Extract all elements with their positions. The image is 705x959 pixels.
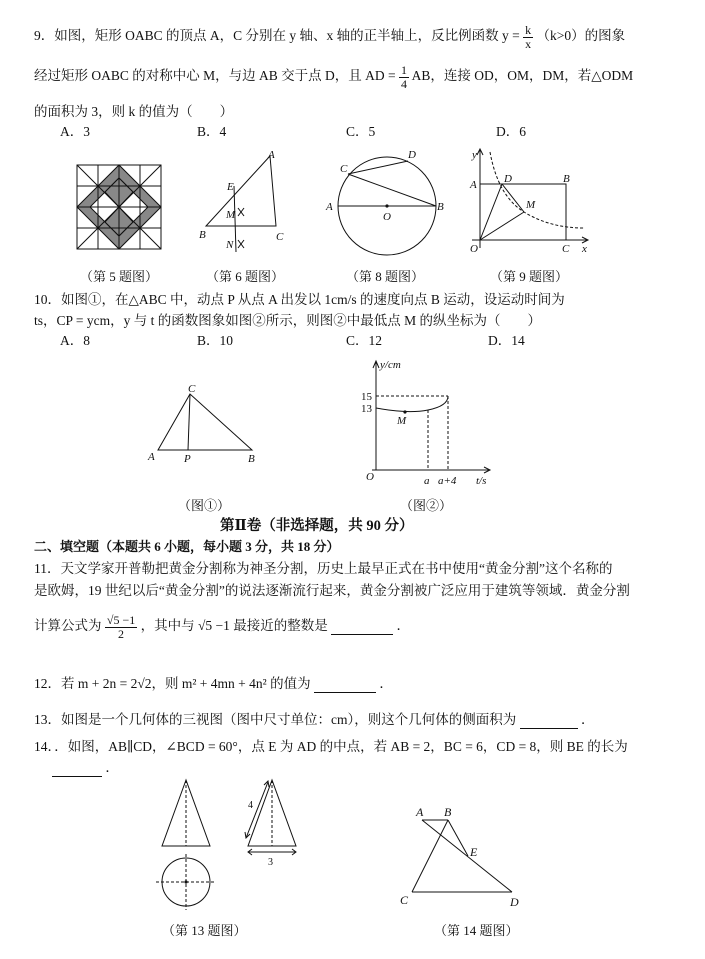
q11-golden-ratio-fraction: $\frac{√5 -1}{2}$: [106, 613, 136, 641]
fig10a-label-p: P: [184, 453, 191, 465]
q9-fraction-one-quarter: $\frac{1}{4}$: [401, 63, 408, 91]
q12-answer-blank: [314, 676, 376, 693]
figure-9-rectangle-hyperbola: [464, 144, 594, 256]
q9-line3: 的面积为 3，则 k 的值为（ ）: [34, 104, 234, 119]
caption-figure-14: （第 14 题图）: [434, 923, 519, 938]
fig9-label-y: y: [472, 149, 477, 161]
q11-line1: 11．天文学家开普勒把黄金分割称为神圣分割，历史上最早正式在书中使用“黄金分割”这个名称的: [34, 561, 613, 576]
q14-line2: ．: [52, 756, 119, 777]
fig6-label-a: A: [268, 149, 275, 161]
fig6-label-e: E: [227, 181, 234, 193]
fig10b-tick-15: 15: [361, 391, 372, 403]
fig8-label-a: A: [326, 201, 333, 213]
figure-6-triangle: [196, 148, 296, 256]
figure-14-trapezoid: [396, 800, 526, 912]
part-2-title: 第Ⅱ卷（非选择题，共 90 分）: [220, 518, 414, 534]
fig6-label-m: M: [226, 209, 236, 221]
fig9-label-d: D: [504, 173, 512, 185]
fig14-label-e: E: [470, 845, 478, 859]
fig14-label-b: B: [444, 805, 452, 819]
fig10b-label-m: M: [397, 415, 407, 427]
figure-8-circle: [324, 144, 450, 258]
q13-line: 13．如图是一个几何体的三视图（图中尺寸单位：cm），则这个几何体的侧面积为 ．: [34, 712, 595, 727]
q9-option-c: C．5: [346, 124, 376, 139]
fig13-label-width-3: 3: [268, 857, 273, 868]
figure-13-three-views: [150, 774, 310, 912]
q9-line2: 经过矩形 OABC 的对称中心 M，与边 AB 交于点 D，且 AD = $\frac{1}{4}$ AB，连接 OD，OM，DM，若△ODM: [34, 63, 634, 91]
caption-figure-9: （第 9 题图）: [490, 269, 569, 284]
fig13-label-height-4: 4: [248, 800, 253, 811]
fig14-label-c: C: [400, 893, 409, 907]
figure-5-square-pattern: [76, 164, 162, 250]
caption-figure-10-2: （图②）: [400, 498, 453, 513]
fig8-label-b: B: [437, 201, 444, 213]
q14-answer-blank: [52, 760, 102, 777]
q13-answer-blank: [520, 712, 578, 729]
fig8-label-c: C: [340, 163, 348, 175]
fig10b-tick-a: a: [424, 475, 430, 487]
caption-figure-8: （第 8 题图）: [346, 269, 425, 284]
fig9-label-a: A: [470, 179, 477, 191]
fill-in-heading: 二、填空题（本题共 6 小题，每小题 3 分，共 18 分）: [34, 539, 340, 554]
q10-option-d: D．14: [488, 333, 525, 348]
q10-option-b: B．10: [197, 333, 234, 348]
fig10b-tick-a-plus-4: a+4: [438, 475, 457, 487]
q10-line2: ts，CP = ycm，y 与 t 的函数图象如图②所示，则图②中最低点 M 的纵坐标为（ ）: [34, 313, 542, 328]
fig10a-label-b: B: [248, 453, 255, 465]
q10-line1: 10．如图①，在△ABC 中，动点 P 从点 A 出发以 1cm/s 的速度向点 B 运动，设运动时间为: [34, 292, 565, 307]
q11-line3: 计算公式为 $\frac{√5 -1}{2}$ ，其中与 √5 −1 最接近的整数是 ．: [34, 613, 411, 641]
q11-line2: 是欧姆，19 世纪以后“黄金分割”的说法逐渐流行起来，黄金分割被广泛应用于建筑等领域．黄金分割: [34, 583, 630, 598]
fig10a-label-a: A: [148, 451, 155, 463]
fig14-label-a: A: [416, 805, 424, 819]
q12-line: 12．若 m + 2n = 2√2，则 m² + 4mn + 4n² 的值为 ．: [34, 676, 393, 691]
q14-line1: 14．．如图，AB∥CD，∠BCD = 60°，点 E 为 AD 的中点，若 AB = 2，BC = 6，CD = 8，则 BE 的长为: [34, 739, 628, 754]
fig10a-label-c: C: [188, 383, 196, 395]
q9-fraction-k-over-x: $\frac{k}{x}$: [525, 23, 532, 51]
fig10b-label-ts: t/s: [476, 475, 487, 487]
q11-answer-blank: [331, 618, 393, 635]
q9-option-b: B．4: [197, 124, 227, 139]
fig14-label-d: D: [510, 895, 519, 909]
q9-line1: 9．如图，矩形 OABC 的顶点 A，C 分别在 y 轴、x 轴的正半轴上，反比例函数 y = $\frac{k}{x}$ （k>0）的图象: [34, 23, 626, 51]
caption-figure-13: （第 13 题图）: [162, 923, 247, 938]
fig10b-tick-13: 13: [361, 403, 372, 415]
fig9-label-c: C: [562, 243, 570, 255]
q10-option-c: C．12: [346, 333, 383, 348]
fig8-label-o: O: [383, 211, 391, 223]
fig6-label-b: B: [199, 229, 206, 241]
figure-10-function-graph: [360, 356, 500, 490]
figure-10-triangle-abc: [144, 382, 264, 466]
fig9-label-o: O: [470, 243, 478, 255]
caption-figure-6: （第 6 题图）: [206, 269, 285, 284]
caption-figure-10-1: （图①）: [178, 498, 231, 513]
fig8-label-d: D: [408, 149, 416, 161]
fig9-label-m: M: [526, 199, 536, 211]
fig9-label-b: B: [563, 173, 570, 185]
q10-option-a: A．8: [60, 333, 90, 348]
fig9-label-x: x: [582, 243, 587, 255]
q9-option-d: D．6: [496, 124, 526, 139]
q9-option-a: A．3: [60, 124, 90, 139]
fig6-label-n: N: [226, 239, 234, 251]
fig10b-label-ycm: y/cm: [380, 359, 401, 371]
caption-figure-5: （第 5 题图）: [80, 269, 159, 284]
fig10b-label-o: O: [366, 471, 374, 483]
fig6-label-c: C: [276, 231, 284, 243]
